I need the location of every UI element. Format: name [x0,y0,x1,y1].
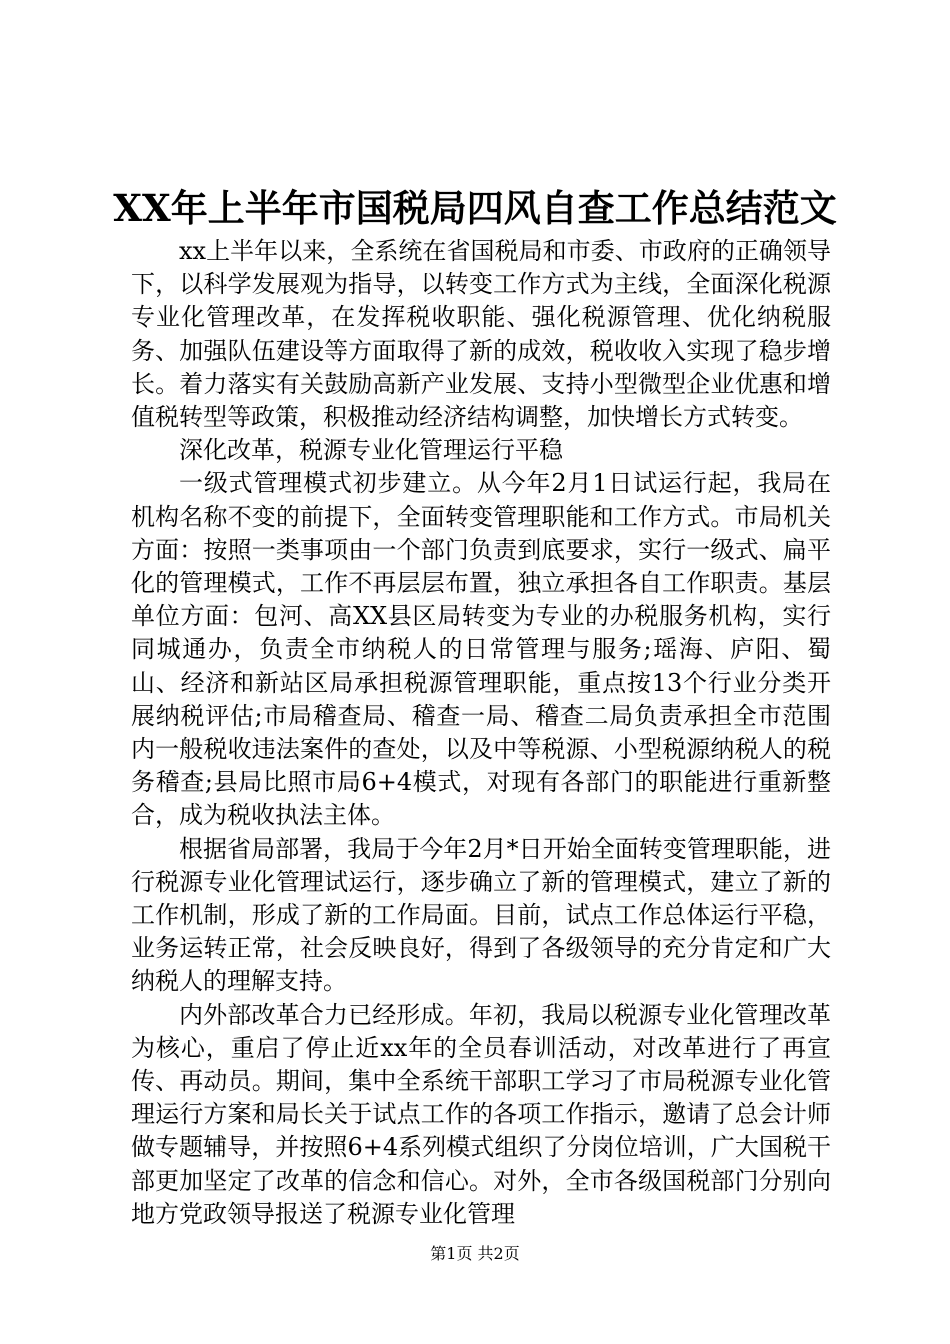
paragraph: 一级式管理模式初步建立。从今年2月1日试运行起，我局在机构名称不变的前提下，全面转变管理职能和工作方式。市局机关方面：按照一类事项由一个部门负责到底要求，实行一级式、扁平化的管理模式，工作不再层层布置，独立承担各自工作职责。基层单位方面：包河、高XX县区局转变为专业的办税服务机构，实行同城通办，负责全市纳税人的日常管理与服务;瑶海、庐阳、蜀山、经济和新站区局承担税源管理职能，重点按13个行业分类开展纳税评估;市局稽查局、稽查一局、稽查二局负责承担全市范围内一般税收违法案件的查处，以及中等税源、小型税源纳税人的税务稽查;县局比照市局6+4模式，对现有各部门的职能进行重新整合，成为税收执法主体。 [131,469,831,830]
paragraph: 内外部改革合力已经形成。年初，我局以税源专业化管理改革为核心，重启了停止近xx年的全员春训活动，对改革进行了再宣传、再动员。期间，集中全系统干部职工学习了市局税源专业化管理运行方案和局长关于试点工作的各项工作指示，邀请了总会计师做专题辅导，并按照6+4系列模式组织了分岗位培训，广大国税干部更加坚定了改革的信念和信心。对外，全市各级国税部门分别向地方党政领导报送了税源专业化管理 [131,1000,831,1228]
page-footer: 第1页 共2页 [430,1244,520,1263]
paragraph: 根据省局部署，我局于今年2月*日开始全面转变管理职能，进行税源专业化管理试运行，逐步确立了新的管理模式，建立了新的工作机制，形成了新的工作局面。目前，试点工作总体运行平稳，业务运转正常，社会反映良好，得到了各级领导的充分肯定和广大纳税人的理解支持。 [131,834,831,996]
paragraph: xx上半年以来，全系统在省国税局和市委、市政府的正确领导下，以科学发展观为指导，以转变工作方式为主线，全面深化税源专业化管理改革，在发挥税收职能、强化税源管理、优化纳税服务、加强队伍建设等方面取得了新的成效，税收收入实现了稳步增长。着力落实有关鼓励高新产业发展、支持小型微型企业优惠和增值税转型等政策，积极推动经济结构调整，加快增长方式转变。 [131,237,831,432]
document-body [131,235,831,1231]
section-heading: 深化改革，税源专业化管理运行平稳 [179,436,563,465]
document-title: XX年上半年市国税局四风自查工作总结范文 [113,186,837,230]
